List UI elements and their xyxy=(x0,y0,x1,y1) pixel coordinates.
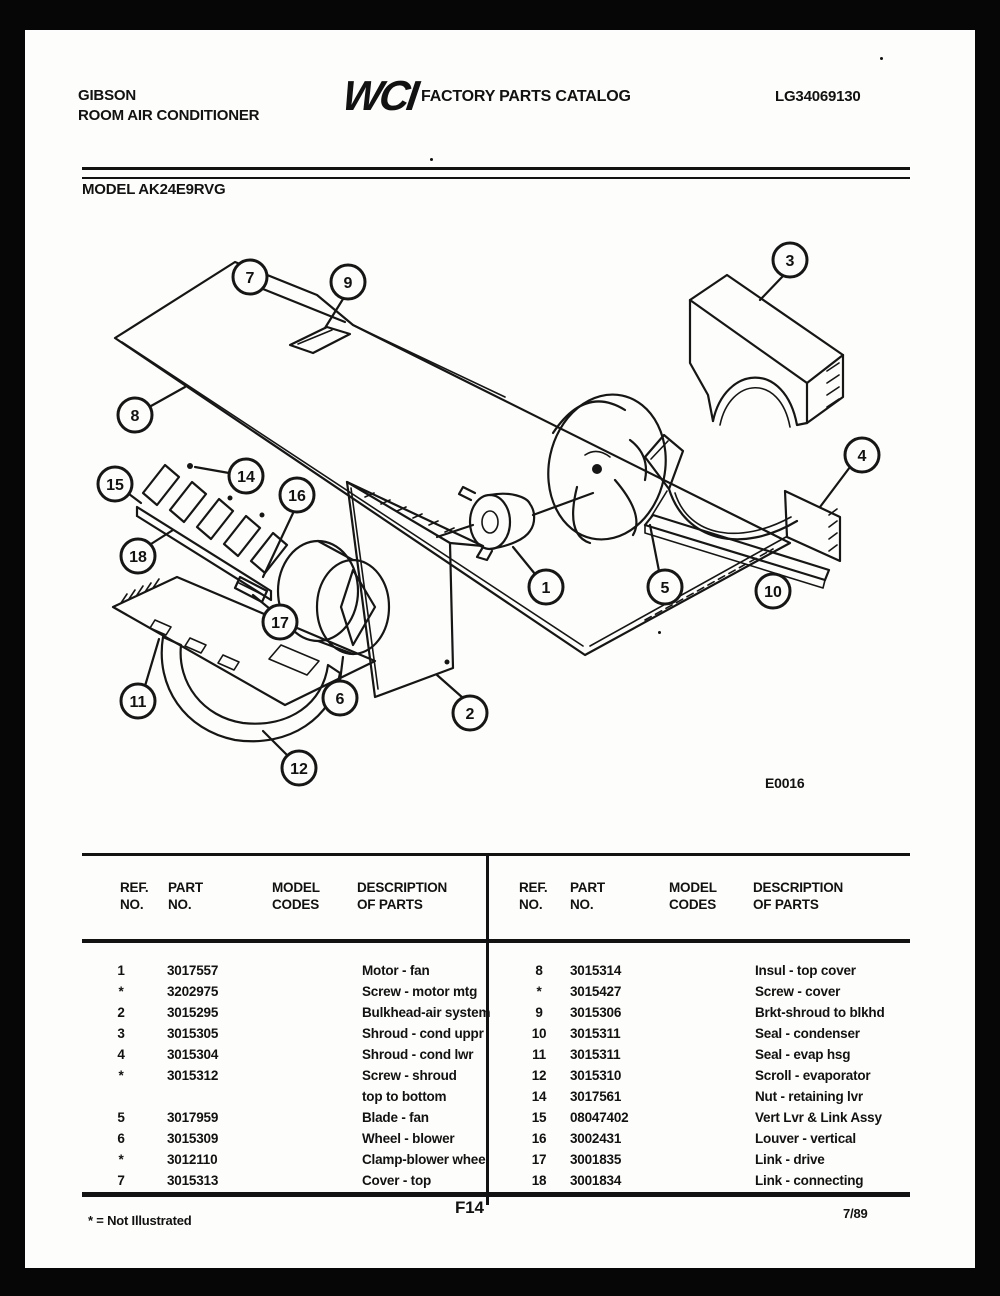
description-cell: Shroud - cond lwr xyxy=(362,1047,474,1062)
svg-text:9: 9 xyxy=(343,275,353,292)
description-cell: Screw - shroud xyxy=(362,1068,457,1083)
page-number: F14 xyxy=(455,1198,484,1217)
parts-list-left xyxy=(82,963,491,1194)
description-cell: Screw - cover xyxy=(755,984,841,999)
table-row xyxy=(82,963,486,984)
part-no-cell: 3015314 xyxy=(570,963,622,978)
svg-text:10: 10 xyxy=(764,584,782,601)
svg-text:8: 8 xyxy=(130,408,140,425)
callout-16 xyxy=(263,478,314,577)
part-scroll xyxy=(162,637,340,741)
table-row xyxy=(82,1173,486,1194)
table-row xyxy=(82,984,486,1005)
table-row xyxy=(82,1068,486,1089)
callout-2 xyxy=(437,675,487,730)
description-cell: Bulkhead-air system xyxy=(362,1005,491,1020)
part-no-cell: 3001834 xyxy=(570,1173,622,1188)
part-no-cell: 3015312 xyxy=(167,1068,219,1083)
callout-5 xyxy=(648,525,682,604)
table-row xyxy=(82,1131,486,1152)
ref-no-cell: 14 xyxy=(531,1089,547,1104)
col-header-codes: MODEL CODES xyxy=(272,880,320,912)
catalog-page xyxy=(25,30,975,1268)
part-no-cell: 3017557 xyxy=(167,963,219,978)
table-row xyxy=(82,1110,486,1131)
publication-number: LG34069130 xyxy=(775,88,861,105)
table-row xyxy=(82,1152,489,1173)
svg-text:5: 5 xyxy=(660,580,670,597)
parts-table xyxy=(82,853,910,1209)
ref-no-cell: 17 xyxy=(531,1152,547,1167)
part-no-cell: 3015306 xyxy=(570,1005,622,1020)
callout-8 xyxy=(118,387,185,432)
svg-text:1: 1 xyxy=(541,580,551,597)
description-cell: Scroll - evaporator xyxy=(755,1068,871,1083)
catalog-title: FACTORY PARTS CATALOG xyxy=(421,88,631,105)
scan-speck xyxy=(658,631,661,634)
col-header-ref: REF. NO. xyxy=(120,880,149,912)
svg-text:16: 16 xyxy=(288,488,306,505)
description-cell: Vert Lvr & Link Assy xyxy=(755,1110,882,1125)
part-no-cell: 3015311 xyxy=(570,1047,621,1062)
callout-18 xyxy=(121,530,173,573)
not-illustrated-note: * = Not Illustrated xyxy=(88,1213,192,1228)
svg-text:2: 2 xyxy=(465,706,475,723)
wci-logo: WCI xyxy=(339,72,420,119)
part-no-cell: 3015311 xyxy=(570,1026,621,1041)
header-rule xyxy=(82,167,910,179)
callout-14 xyxy=(195,459,263,493)
description-cell: Nut - retaining lvr xyxy=(755,1089,863,1104)
svg-text:4: 4 xyxy=(857,448,867,465)
part-no-cell: 3015305 xyxy=(167,1026,219,1041)
description-cell: Screw - motor mtg xyxy=(362,984,478,999)
col-header-desc: DESCRIPTION OF PARTS xyxy=(357,880,448,912)
col-header-part: PART NO. xyxy=(570,880,605,912)
ref-no-cell: 1 xyxy=(117,963,125,978)
table-row xyxy=(494,1131,898,1152)
description-cell: Blade - fan xyxy=(362,1110,429,1125)
col-header-codes: MODEL CODES xyxy=(669,880,717,912)
table-row xyxy=(494,1173,898,1194)
part-no-cell: 3002431 xyxy=(570,1131,622,1146)
description-cell: Link - connecting xyxy=(755,1173,864,1188)
product-line: ROOM AIR CONDITIONER xyxy=(78,107,260,124)
table-row xyxy=(494,984,898,1005)
part-blower-wheel xyxy=(278,541,389,654)
brand-name: GIBSON xyxy=(78,87,136,104)
figure-code: E0016 xyxy=(765,775,805,791)
ref-no-cell: 16 xyxy=(531,1131,547,1146)
svg-text:18: 18 xyxy=(129,549,147,566)
table-row xyxy=(494,1047,898,1068)
part-no-cell: 3202975 xyxy=(167,984,219,999)
part-top-cover-panel xyxy=(115,262,790,655)
table-row xyxy=(82,1026,486,1047)
part-no-cell: 3012110 xyxy=(167,1152,218,1167)
scan-speck xyxy=(430,158,433,161)
svg-text:15: 15 xyxy=(106,477,124,494)
ref-no-cell: * xyxy=(536,984,542,999)
ref-no-cell: * xyxy=(118,984,124,999)
scan-speck xyxy=(880,57,883,60)
ref-no-cell: 5 xyxy=(117,1110,125,1125)
ref-no-cell: 11 xyxy=(532,1047,546,1062)
ref-no-cell: 7 xyxy=(117,1173,125,1188)
description-cell: Seal - condenser xyxy=(755,1026,860,1041)
col-header-ref: REF. NO. xyxy=(519,880,548,912)
svg-text:11: 11 xyxy=(129,694,147,711)
part-no-cell: 3017561 xyxy=(570,1089,622,1104)
callout-4 xyxy=(820,438,879,507)
part-no-cell: 3001835 xyxy=(570,1152,622,1167)
part-shroud-upper xyxy=(690,275,843,427)
callout-17 xyxy=(253,595,297,639)
svg-text:3: 3 xyxy=(785,253,795,270)
svg-text:14: 14 xyxy=(237,469,255,486)
table-row xyxy=(82,1047,486,1068)
model-number: MODEL AK24E9RVG xyxy=(82,181,226,198)
description-cell: Link - drive xyxy=(755,1152,825,1167)
svg-text:17: 17 xyxy=(271,615,289,632)
part-no-cell: 3015309 xyxy=(167,1131,219,1146)
part-fan-blade xyxy=(535,384,679,551)
table-header-rule xyxy=(82,939,910,943)
part-no-cell: 3017959 xyxy=(167,1110,219,1125)
ref-no-cell: 10 xyxy=(531,1026,547,1041)
ref-no-cell: * xyxy=(118,1068,124,1083)
description-cell: Clamp-blower wheel xyxy=(362,1152,489,1167)
table-top-rule xyxy=(82,853,910,856)
table-row xyxy=(494,1005,898,1026)
description-cell: Louver - vertical xyxy=(755,1131,856,1146)
callout-12 xyxy=(263,731,316,785)
table-row xyxy=(494,1110,898,1131)
table-row xyxy=(82,1089,486,1110)
part-no-cell: 08047402 xyxy=(570,1110,629,1125)
table-row xyxy=(494,1026,898,1047)
ref-no-cell: * xyxy=(118,1152,124,1167)
description-cell: Shroud - cond uppr xyxy=(362,1026,484,1041)
svg-text:6: 6 xyxy=(335,691,345,708)
callout-1 xyxy=(513,547,563,604)
callout-10 xyxy=(756,574,790,608)
callout-7 xyxy=(233,260,345,322)
issue-date: 7/89 xyxy=(843,1206,868,1221)
col-header-part: PART NO. xyxy=(168,880,203,912)
description-cell: Brkt-shroud to blkhd xyxy=(755,1005,885,1020)
description-cell: Insul - top cover xyxy=(755,963,856,978)
description-cell: Motor - fan xyxy=(362,963,430,978)
description-cell: Cover - top xyxy=(362,1173,432,1188)
ref-no-cell: 8 xyxy=(535,963,543,978)
svg-text:12: 12 xyxy=(290,761,308,778)
callout-11 xyxy=(121,639,159,718)
part-no-cell: 3015310 xyxy=(570,1068,622,1083)
part-no-cell: 3015313 xyxy=(167,1173,219,1188)
exploded-parts-diagram xyxy=(85,225,895,800)
ref-no-cell: 12 xyxy=(531,1068,547,1083)
ref-no-cell: 3 xyxy=(117,1026,125,1041)
ref-no-cell: 4 xyxy=(117,1047,125,1062)
ref-no-cell: 6 xyxy=(117,1131,125,1146)
table-row xyxy=(82,1005,491,1026)
description-cell: top to bottom xyxy=(362,1089,447,1104)
brand-block xyxy=(78,86,259,126)
description-cell: Wheel - blower xyxy=(362,1131,455,1146)
table-row xyxy=(494,1068,898,1089)
callout-3 xyxy=(760,243,807,300)
ref-no-cell: 2 xyxy=(117,1005,125,1020)
ref-no-cell: 9 xyxy=(535,1005,543,1020)
table-row xyxy=(494,963,898,984)
ref-no-cell: 18 xyxy=(531,1173,547,1188)
callout-15 xyxy=(98,467,141,503)
table-row xyxy=(494,1089,898,1110)
parts-list-right xyxy=(494,963,898,1194)
part-no-cell: 3015304 xyxy=(167,1047,219,1062)
col-header-desc: DESCRIPTION OF PARTS xyxy=(753,880,844,912)
table-row xyxy=(494,1152,898,1173)
part-bracket xyxy=(290,327,350,353)
description-cell: Seal - evap hsg xyxy=(755,1047,851,1062)
part-no-cell: 3015427 xyxy=(570,984,622,999)
ref-no-cell: 15 xyxy=(531,1110,547,1125)
part-no-cell: 3015295 xyxy=(167,1005,219,1020)
svg-text:7: 7 xyxy=(245,270,255,287)
